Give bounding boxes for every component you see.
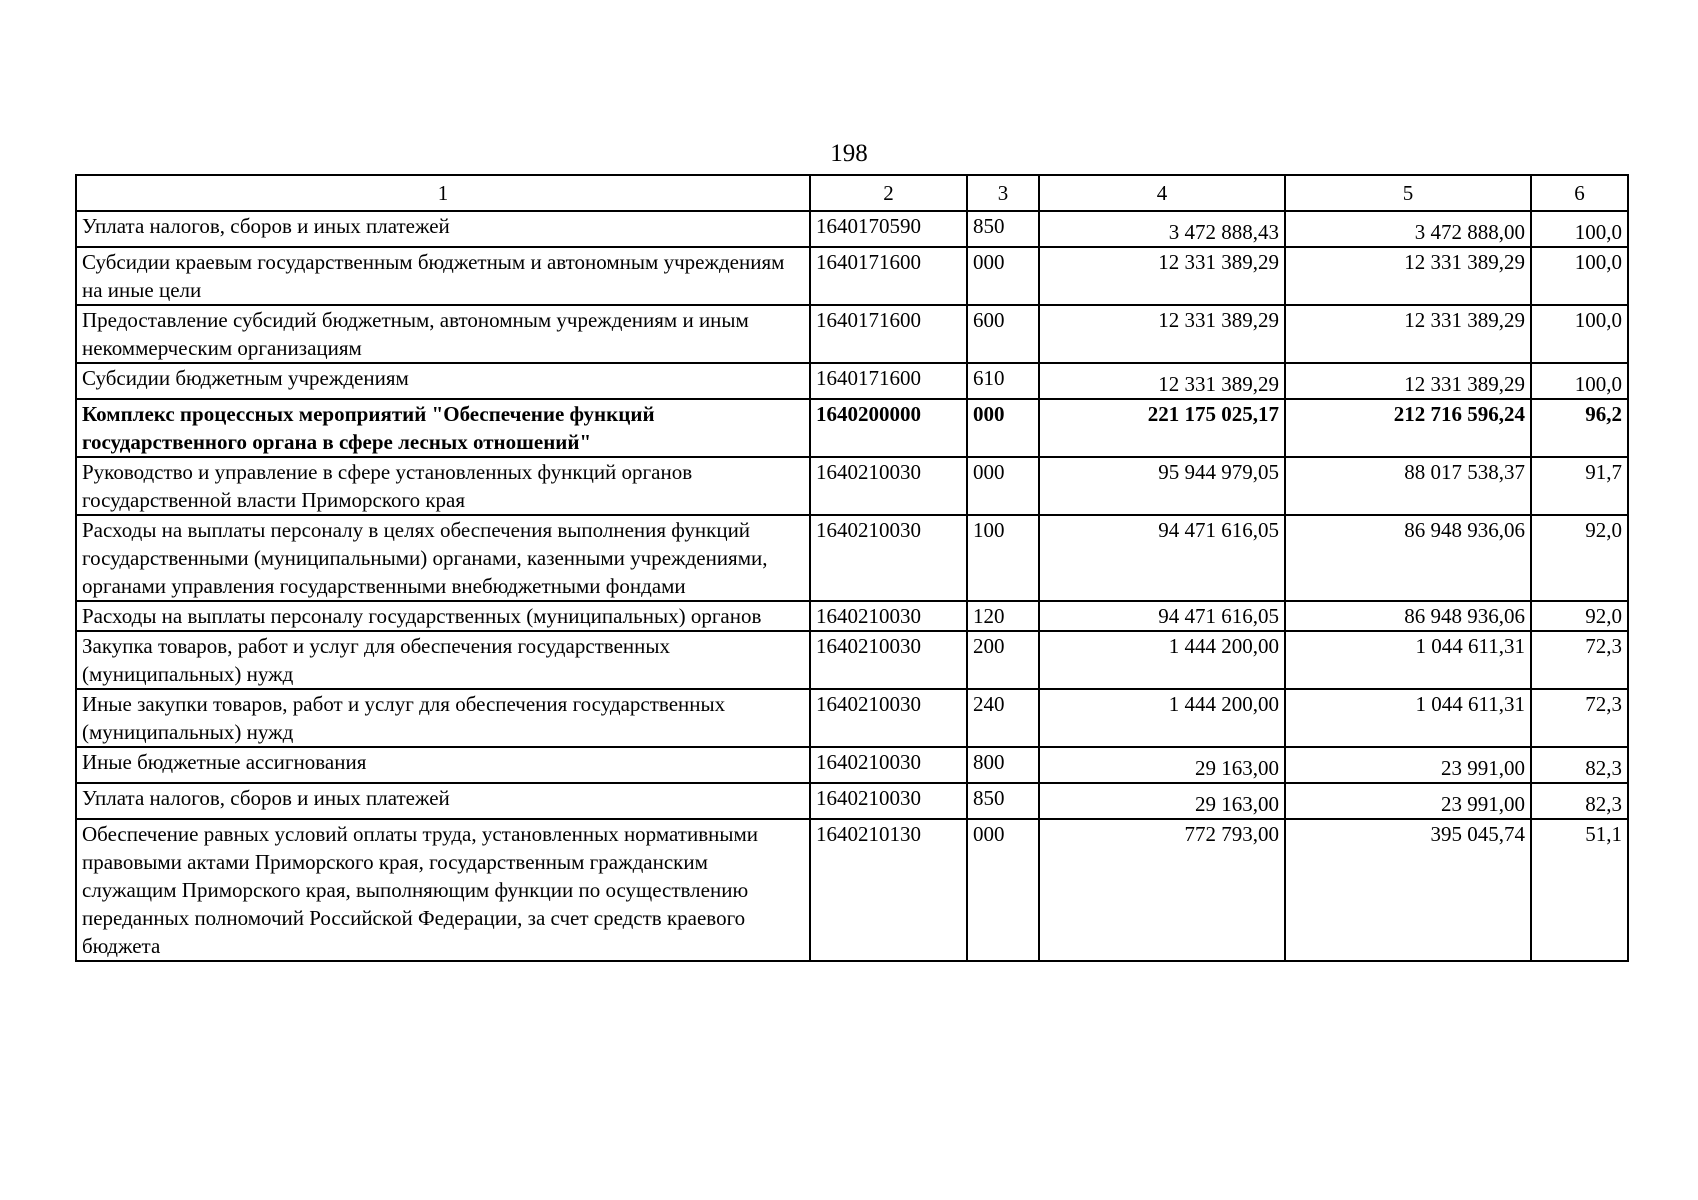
table-row <box>76 819 1628 961</box>
row-code: 1640210030 <box>810 601 967 631</box>
row-name: Закупка товаров, работ и услуг для обеспечения государственных (муниципальных) нужд <box>76 631 810 689</box>
row-plan: 221 175 025,17 <box>1039 399 1285 457</box>
row-expense-type: 600 <box>967 305 1039 363</box>
row-fact: 23 991,00 <box>1285 747 1531 783</box>
row-name: Предоставление субсидий бюджетным, автономным учреждениям и иным некоммерческим организациям <box>76 305 810 363</box>
table-row <box>76 399 1628 457</box>
row-fact: 1 044 611,31 <box>1285 689 1531 747</box>
row-fact: 86 948 936,06 <box>1285 601 1531 631</box>
header-col-4: 4 <box>1039 175 1285 211</box>
table-row <box>76 305 1628 363</box>
row-name: Иные бюджетные ассигнования <box>76 747 810 783</box>
row-code: 1640210030 <box>810 747 967 783</box>
table-row <box>76 247 1628 305</box>
row-name: Обеспечение равных условий оплаты труда, установленных нормативными правовыми актами Приморского края, государственным гражданским служащим Приморского края, выполняющим функции по осуществлению переданных полномочий Российской Федерации, за счет средств краевого бюджета <box>76 819 810 961</box>
header-col-3: 3 <box>967 175 1039 211</box>
row-percent: 51,1 <box>1531 819 1628 961</box>
table-row <box>76 457 1628 515</box>
row-fact: 12 331 389,29 <box>1285 363 1531 399</box>
row-name: Расходы на выплаты персоналу в целях обеспечения выполнения функций государственными (муниципальными) органами, казенными учреждениями, органами управления государственными внебюджетными фондами <box>76 515 810 601</box>
header-col-2: 2 <box>810 175 967 211</box>
row-expense-type: 100 <box>967 515 1039 601</box>
row-percent: 100,0 <box>1531 305 1628 363</box>
row-fact: 212 716 596,24 <box>1285 399 1531 457</box>
row-plan: 12 331 389,29 <box>1039 363 1285 399</box>
row-expense-type: 000 <box>967 399 1039 457</box>
row-code: 1640210030 <box>810 689 967 747</box>
header-col-6: 6 <box>1531 175 1628 211</box>
row-percent: 92,0 <box>1531 515 1628 601</box>
row-plan: 94 471 616,05 <box>1039 515 1285 601</box>
row-code: 1640210030 <box>810 515 967 601</box>
row-expense-type: 610 <box>967 363 1039 399</box>
row-percent: 82,3 <box>1531 783 1628 819</box>
row-percent: 100,0 <box>1531 247 1628 305</box>
row-plan: 772 793,00 <box>1039 819 1285 961</box>
page-number: 198 <box>830 140 868 167</box>
budget-table <box>75 174 1629 962</box>
row-code: 1640210030 <box>810 783 967 819</box>
row-name: Субсидии бюджетным учреждениям <box>76 363 810 399</box>
row-expense-type: 800 <box>967 747 1039 783</box>
row-expense-type: 240 <box>967 689 1039 747</box>
row-percent: 72,3 <box>1531 689 1628 747</box>
row-expense-type: 000 <box>967 457 1039 515</box>
header-col-5: 5 <box>1285 175 1531 211</box>
row-plan: 94 471 616,05 <box>1039 601 1285 631</box>
row-code: 1640210030 <box>810 631 967 689</box>
row-code: 1640170590 <box>810 211 967 247</box>
row-fact: 88 017 538,37 <box>1285 457 1531 515</box>
table-row <box>76 747 1628 783</box>
row-name: Расходы на выплаты персоналу государственных (муниципальных) органов <box>76 601 810 631</box>
table-row <box>76 363 1628 399</box>
table-row <box>76 601 1628 631</box>
row-fact: 1 044 611,31 <box>1285 631 1531 689</box>
row-name: Уплата налогов, сборов и иных платежей <box>76 783 810 819</box>
row-expense-type: 120 <box>967 601 1039 631</box>
row-percent: 100,0 <box>1531 211 1628 247</box>
row-percent: 92,0 <box>1531 601 1628 631</box>
table-row <box>76 631 1628 689</box>
row-percent: 100,0 <box>1531 363 1628 399</box>
row-plan: 1 444 200,00 <box>1039 689 1285 747</box>
header-col-1: 1 <box>76 175 810 211</box>
table-row <box>76 211 1628 247</box>
header-row <box>76 175 1628 211</box>
row-percent: 82,3 <box>1531 747 1628 783</box>
row-expense-type: 200 <box>967 631 1039 689</box>
row-name: Уплата налогов, сборов и иных платежей <box>76 211 810 247</box>
row-fact: 86 948 936,06 <box>1285 515 1531 601</box>
row-name: Иные закупки товаров, работ и услуг для обеспечения государственных (муниципальных) нужд <box>76 689 810 747</box>
row-code: 1640210130 <box>810 819 967 961</box>
row-code: 1640171600 <box>810 247 967 305</box>
row-plan: 12 331 389,29 <box>1039 305 1285 363</box>
row-percent: 91,7 <box>1531 457 1628 515</box>
table-row <box>76 689 1628 747</box>
row-fact: 12 331 389,29 <box>1285 247 1531 305</box>
row-expense-type: 000 <box>967 819 1039 961</box>
row-plan: 3 472 888,43 <box>1039 211 1285 247</box>
row-fact: 23 991,00 <box>1285 783 1531 819</box>
table-row <box>76 515 1628 601</box>
row-expense-type: 850 <box>967 211 1039 247</box>
row-code: 1640210030 <box>810 457 967 515</box>
row-plan: 1 444 200,00 <box>1039 631 1285 689</box>
table-row <box>76 783 1628 819</box>
row-name: Руководство и управление в сфере установленных функций органов государственной власти Приморского края <box>76 457 810 515</box>
row-fact: 395 045,74 <box>1285 819 1531 961</box>
row-name: Комплекс процессных мероприятий "Обеспечение функций государственного органа в сфере лесных отношений" <box>76 399 810 457</box>
row-plan: 95 944 979,05 <box>1039 457 1285 515</box>
row-code: 1640171600 <box>810 363 967 399</box>
row-plan: 12 331 389,29 <box>1039 247 1285 305</box>
row-fact: 12 331 389,29 <box>1285 305 1531 363</box>
row-expense-type: 000 <box>967 247 1039 305</box>
row-code: 1640171600 <box>810 305 967 363</box>
row-plan: 29 163,00 <box>1039 747 1285 783</box>
row-percent: 96,2 <box>1531 399 1628 457</box>
row-percent: 72,3 <box>1531 631 1628 689</box>
row-fact: 3 472 888,00 <box>1285 211 1531 247</box>
row-plan: 29 163,00 <box>1039 783 1285 819</box>
row-code: 1640200000 <box>810 399 967 457</box>
row-name: Субсидии краевым государственным бюджетным и автономным учреждениям на иные цели <box>76 247 810 305</box>
row-expense-type: 850 <box>967 783 1039 819</box>
